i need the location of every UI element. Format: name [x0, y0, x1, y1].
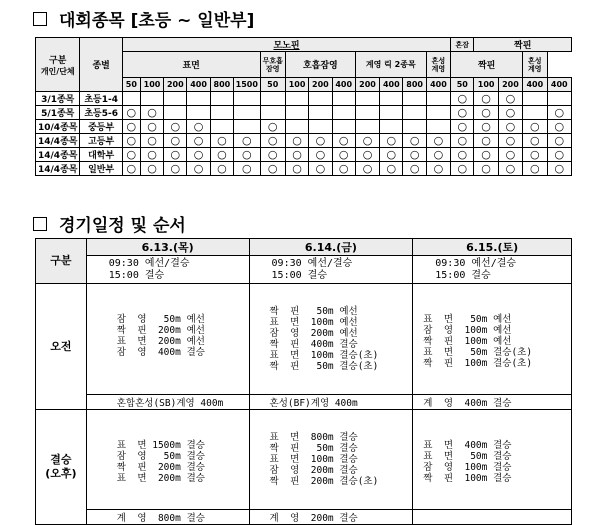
- distance-header: 200: [309, 78, 332, 92]
- header-hon2: 혼성 계영: [523, 52, 547, 78]
- event-mark-cell: [403, 92, 426, 106]
- event-mark-cell: ○: [451, 134, 474, 148]
- header-pyomyeon: 표면: [122, 52, 260, 78]
- distance-header: 1500: [234, 78, 260, 92]
- event-mark-cell: ○: [309, 148, 332, 162]
- table-row: [36, 148, 572, 162]
- event-mark-cell: [355, 92, 379, 106]
- row-jongbyeol: 일반부: [80, 162, 122, 176]
- distance-header: 100: [140, 78, 163, 92]
- row-jongbyeol: 초등1-4: [80, 92, 122, 106]
- event-mark-cell: ○: [474, 162, 498, 176]
- distance-header: 200: [498, 78, 522, 92]
- row-jongbyeol: 대학부: [80, 148, 122, 162]
- event-mark-cell: [426, 92, 450, 106]
- event-mark-cell: [332, 120, 355, 134]
- event-mark-cell: ○: [309, 134, 332, 148]
- event-mark-cell: ○: [309, 162, 332, 176]
- table-row: [36, 92, 572, 106]
- row-jongbyeol: 초등5-6: [80, 106, 122, 120]
- event-mark-cell: [210, 120, 233, 134]
- event-mark-cell: [187, 92, 210, 106]
- event-mark-cell: ○: [547, 148, 572, 162]
- event-mark-cell: ○: [380, 162, 403, 176]
- distance-header: 400: [187, 78, 210, 92]
- event-mark-cell: [234, 120, 260, 134]
- event-mark-cell: ○: [474, 92, 498, 106]
- event-mark-cell: ○: [523, 134, 547, 148]
- event-mark-cell: ○: [140, 120, 163, 134]
- event-mark-cell: ○: [355, 148, 379, 162]
- distance-header: 400: [380, 78, 403, 92]
- table-row: [36, 120, 572, 134]
- event-mark-cell: [140, 92, 163, 106]
- row-gubun: 14/4종목: [36, 134, 80, 148]
- event-mark-cell: ○: [122, 106, 140, 120]
- event-mark-cell: ○: [332, 134, 355, 148]
- event-mark-cell: [260, 106, 285, 120]
- row-gubun: 5/1종목: [36, 106, 80, 120]
- table-row: [36, 106, 572, 120]
- event-mark-cell: ○: [210, 148, 233, 162]
- distance-header: 400: [332, 78, 355, 92]
- event-mark-cell: ○: [140, 106, 163, 120]
- distance-header: 50: [260, 78, 285, 92]
- distance-header: 50: [451, 78, 474, 92]
- event-mark-cell: ○: [260, 120, 285, 134]
- event-mark-cell: ○: [187, 162, 210, 176]
- final-relay-day2: 계 영 200m 결승: [249, 510, 413, 525]
- event-mark-cell: ○: [234, 134, 260, 148]
- row-gubun: 14/4종목: [36, 162, 80, 176]
- events-table: [35, 37, 572, 176]
- event-mark-cell: [380, 92, 403, 106]
- event-mark-cell: ○: [260, 148, 285, 162]
- event-mark-cell: [210, 92, 233, 106]
- event-mark-cell: [523, 106, 547, 120]
- morning-events-day2: 짝 핀 50m 예선 표 면 100m 예선 잠 영 200m 예선 짝 핀 400m 결승 표 면 100m 결승(초) 짝 핀 50m 결승(초): [249, 284, 413, 395]
- event-mark-cell: ○: [140, 134, 163, 148]
- event-mark-cell: ○: [260, 134, 285, 148]
- distance-header: 800: [403, 78, 426, 92]
- header-hon1: 혼성 계영: [426, 52, 450, 78]
- morning-events-day1: 잠 영 50m 예선 짝 핀 200m 예선 표 면 200m 예선 잠 영 400m 결승: [86, 284, 249, 395]
- row-gubun: 10/4종목: [36, 120, 80, 134]
- row-jongbyeol: 중등부: [80, 120, 122, 134]
- event-mark-cell: ○: [498, 106, 522, 120]
- event-mark-cell: [285, 92, 308, 106]
- section-title: 경기일정 및 순서: [59, 216, 186, 236]
- event-mark-cell: ○: [547, 106, 572, 120]
- event-mark-cell: ○: [122, 148, 140, 162]
- event-mark-cell: ○: [355, 162, 379, 176]
- event-mark-cell: ○: [498, 148, 522, 162]
- final-relay-day3-empty: [413, 510, 572, 525]
- event-mark-cell: ○: [234, 162, 260, 176]
- event-mark-cell: ○: [451, 106, 474, 120]
- event-mark-cell: ○: [210, 134, 233, 148]
- event-mark-cell: ○: [285, 148, 308, 162]
- event-mark-cell: ○: [122, 134, 140, 148]
- schedule-table: [35, 238, 572, 525]
- event-mark-cell: ○: [426, 148, 450, 162]
- event-mark-cell: [547, 92, 572, 106]
- event-mark-cell: ○: [122, 162, 140, 176]
- day-header: 6.15.(토): [413, 239, 572, 256]
- event-mark-cell: ○: [140, 162, 163, 176]
- event-mark-cell: [309, 106, 332, 120]
- final-events-day3: 표 면 400m 결승 표 면 50m 결승 잠 영 100m 결승 짝 핀 100m 결승: [413, 410, 572, 510]
- morning-events-day3: 표 면 50m 예선 잠 영 100m 예선 짝 핀 100m 예선 표 면 50m 결승(초) 짝 핀 100m 결승(초): [413, 284, 572, 395]
- checkbox-icon: [33, 12, 47, 26]
- day-times: 09:30 예선/결승 15:00 결승: [413, 256, 572, 284]
- event-mark-cell: ○: [210, 162, 233, 176]
- day-times: 09:30 예선/결승 15:00 결승: [249, 256, 413, 284]
- event-mark-cell: [234, 106, 260, 120]
- event-mark-cell: [260, 92, 285, 106]
- header-jjakpin: 짝핀: [474, 38, 572, 52]
- header-bifin: 혼잠: [451, 38, 474, 52]
- event-mark-cell: ○: [380, 148, 403, 162]
- event-mark-cell: [285, 120, 308, 134]
- event-mark-cell: ○: [426, 162, 450, 176]
- distance-header: 100: [474, 78, 498, 92]
- day-header: 6.13.(목): [86, 239, 249, 256]
- event-mark-cell: ○: [164, 134, 187, 148]
- event-mark-cell: [332, 106, 355, 120]
- event-mark-cell: ○: [332, 162, 355, 176]
- event-mark-cell: ○: [451, 92, 474, 106]
- event-mark-cell: ○: [426, 134, 450, 148]
- header-gubun: 구분 개인/단체: [36, 38, 80, 92]
- morning-label: 오전: [36, 284, 87, 410]
- distance-header: 200: [164, 78, 187, 92]
- event-mark-cell: ○: [451, 162, 474, 176]
- event-mark-cell: ○: [380, 134, 403, 148]
- section-title: 대회종목 [초등 ~ 일반부]: [59, 11, 255, 31]
- event-mark-cell: ○: [187, 134, 210, 148]
- event-mark-cell: [122, 92, 140, 106]
- event-mark-cell: ○: [187, 120, 210, 134]
- distance-header: 50: [122, 78, 140, 92]
- event-mark-cell: ○: [140, 148, 163, 162]
- distance-header: 400: [547, 78, 572, 92]
- event-mark-cell: ○: [164, 162, 187, 176]
- event-mark-cell: ○: [547, 162, 572, 176]
- event-mark-cell: ○: [403, 134, 426, 148]
- final-events-day1: 표 면 1500m 결승 잠 영 50m 결승 짝 핀 200m 결승 표 면 200m 결승: [86, 410, 249, 510]
- final-events-day2: 표 면 800m 결승 짝 핀 50m 결승 표 면 100m 결승 잠 영 200m 결승 짝 핀 200m 결승(초): [249, 410, 413, 510]
- event-mark-cell: [380, 106, 403, 120]
- row-gubun: 3/1종목: [36, 92, 80, 106]
- distance-header: 200: [355, 78, 379, 92]
- event-mark-cell: [380, 120, 403, 134]
- header-monofin: 모노핀: [122, 38, 450, 52]
- event-mark-cell: [355, 120, 379, 134]
- event-mark-cell: ○: [285, 134, 308, 148]
- event-mark-cell: ○: [451, 148, 474, 162]
- morning-relay-day2: 혼성(BF)계영 400m: [249, 395, 413, 410]
- final-relay-day1: 계 영 800m 결승: [86, 510, 249, 525]
- final-label: 결승 (오후): [36, 410, 87, 525]
- event-mark-cell: [164, 106, 187, 120]
- event-mark-cell: ○: [164, 120, 187, 134]
- event-mark-cell: [187, 106, 210, 120]
- event-mark-cell: [309, 120, 332, 134]
- schedule-gubun: 구분: [36, 239, 87, 284]
- section-heading-events: [33, 6, 254, 31]
- event-mark-cell: ○: [355, 134, 379, 148]
- day-times: 09:30 예선/결승 15:00 결승: [86, 256, 249, 284]
- distance-header: 800: [210, 78, 233, 92]
- event-mark-cell: ○: [523, 148, 547, 162]
- event-mark-cell: ○: [498, 134, 522, 148]
- event-mark-cell: ○: [260, 162, 285, 176]
- event-mark-cell: [210, 106, 233, 120]
- distance-header: 400: [523, 78, 547, 92]
- event-mark-cell: [355, 106, 379, 120]
- header-jongbyeol: 종별: [80, 38, 122, 92]
- event-mark-cell: ○: [234, 148, 260, 162]
- morning-relay-day3: 계 영 400m 결승: [413, 395, 572, 410]
- event-mark-cell: [426, 120, 450, 134]
- event-mark-cell: ○: [164, 148, 187, 162]
- row-gubun: 14/4종목: [36, 148, 80, 162]
- distance-header: 100: [285, 78, 308, 92]
- row-jongbyeol: 고등부: [80, 134, 122, 148]
- event-mark-cell: ○: [547, 120, 572, 134]
- event-mark-cell: ○: [332, 148, 355, 162]
- event-mark-cell: [403, 106, 426, 120]
- event-mark-cell: ○: [498, 120, 522, 134]
- event-mark-cell: ○: [498, 92, 522, 106]
- event-mark-cell: ○: [403, 162, 426, 176]
- event-mark-cell: ○: [523, 120, 547, 134]
- event-mark-cell: ○: [122, 120, 140, 134]
- event-mark-cell: [164, 92, 187, 106]
- day-header: 6.14.(금): [249, 239, 413, 256]
- header-gyeyeong: 계영 릭 2종목: [355, 52, 426, 78]
- event-mark-cell: ○: [523, 162, 547, 176]
- event-mark-cell: [234, 92, 260, 106]
- event-mark-cell: [523, 92, 547, 106]
- event-mark-cell: ○: [403, 148, 426, 162]
- event-mark-cell: ○: [187, 148, 210, 162]
- event-mark-cell: ○: [498, 162, 522, 176]
- event-mark-cell: [332, 92, 355, 106]
- event-mark-cell: ○: [547, 134, 572, 148]
- table-row: [36, 134, 572, 148]
- event-mark-cell: [309, 92, 332, 106]
- event-mark-cell: [426, 106, 450, 120]
- event-mark-cell: ○: [474, 106, 498, 120]
- event-mark-cell: ○: [474, 148, 498, 162]
- event-mark-cell: [285, 106, 308, 120]
- header-jjakpin-sub: 짝핀: [451, 52, 523, 78]
- event-mark-cell: ○: [285, 162, 308, 176]
- table-row: [36, 162, 572, 176]
- event-mark-cell: ○: [474, 120, 498, 134]
- event-mark-cell: ○: [474, 134, 498, 148]
- morning-relay-day1: 혼합혼성(SB)계영 400m: [86, 395, 249, 410]
- header-hoheup: 호흡잠영: [285, 52, 355, 78]
- header-muhoheup: 무호흡 잠영: [260, 52, 285, 78]
- event-mark-cell: ○: [451, 120, 474, 134]
- section-heading-schedule: [33, 211, 186, 236]
- distance-header: 400: [426, 78, 450, 92]
- checkbox-icon: [33, 217, 47, 231]
- event-mark-cell: [403, 120, 426, 134]
